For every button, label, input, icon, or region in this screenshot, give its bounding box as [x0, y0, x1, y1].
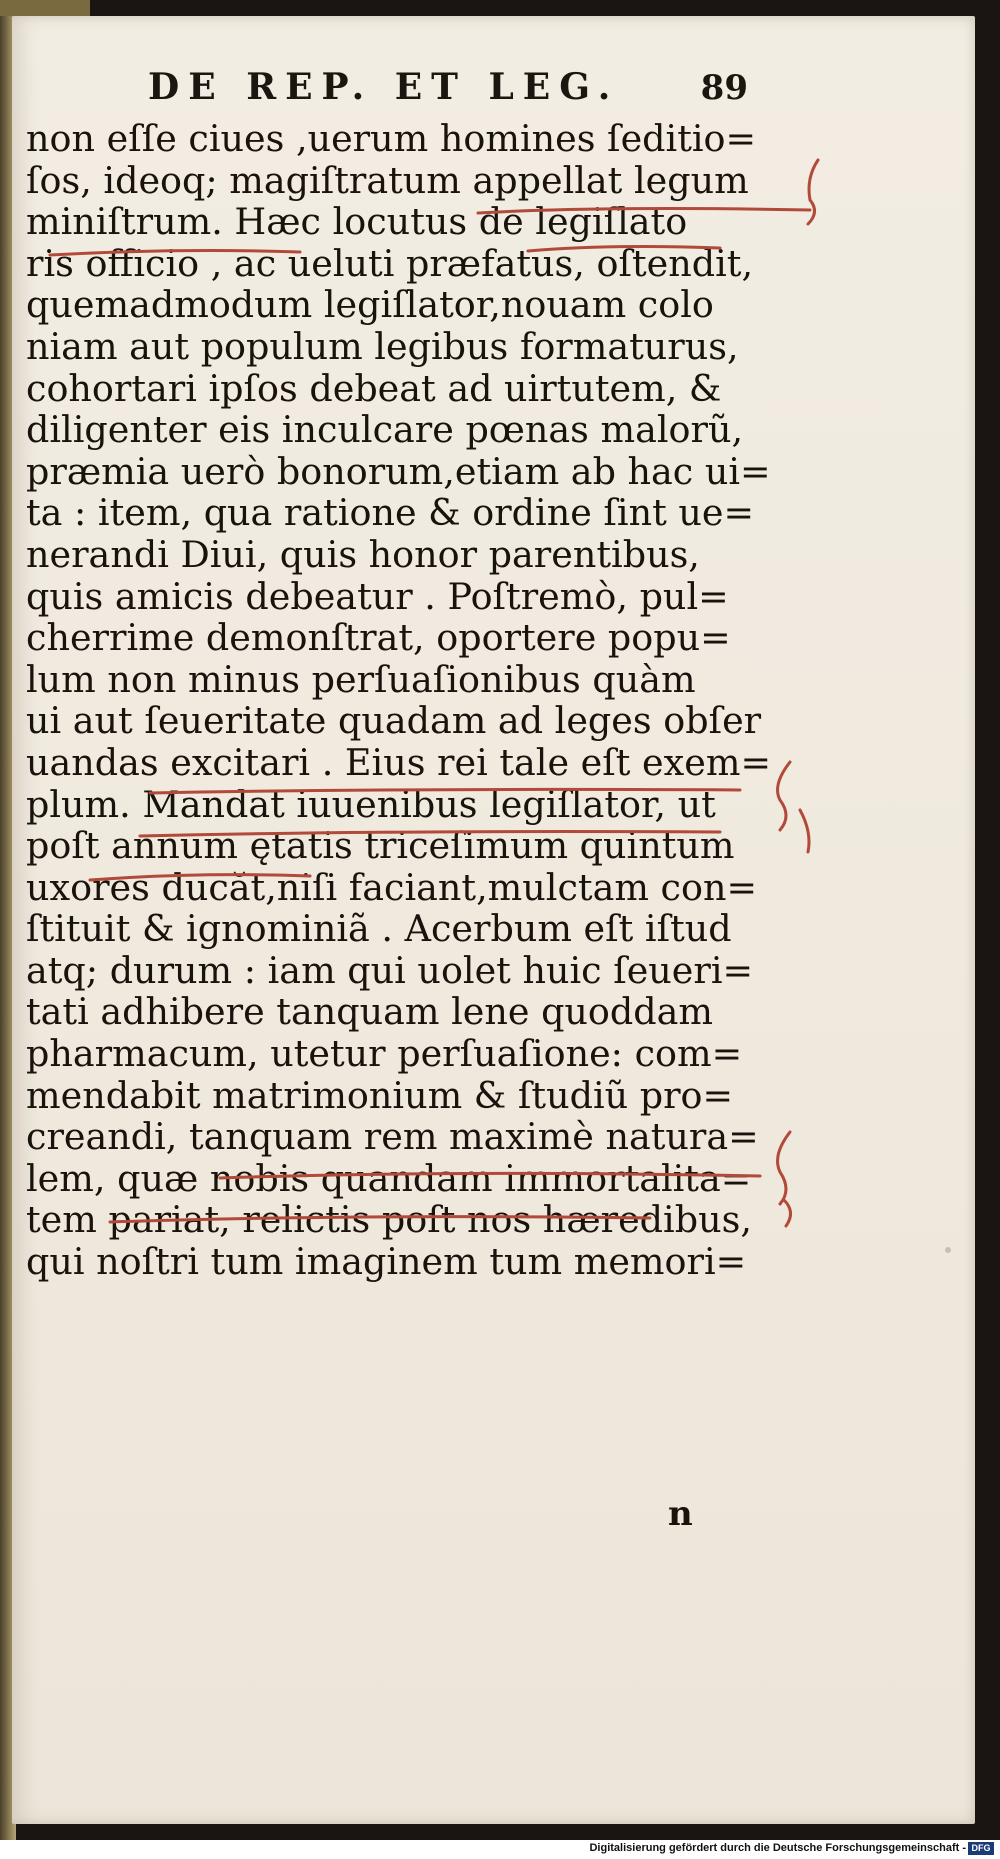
text-line: niam aut populum legibus formaturus,	[26, 324, 739, 368]
text-line: lem, quæ nobis quandam immortalita=	[26, 1156, 752, 1200]
text-line: ris officio , ac ueluti præfatus, oſtendit,	[26, 241, 754, 285]
page-number: 89	[700, 68, 748, 108]
text-line: ſtituit & ignominiã . Acerbum eſt iſtud	[26, 907, 732, 951]
text-line: ſos, ideoq; magiſtratum appellat legum	[26, 158, 749, 202]
body-text	[26, 117, 772, 1284]
text-line: quemadmodum legiſlator,nouam colo	[26, 283, 714, 327]
catchword: n	[668, 1494, 693, 1534]
text-line: pharmacum, utetur perſuaſione: com=	[26, 1032, 743, 1076]
running-title: DE REP. ET LEG.	[148, 66, 620, 108]
text-line: plum. Mandat iuuenibus legiſlator, ut	[26, 782, 716, 826]
text-line: præmia uerò bonorum,etiam ab hac ui=	[26, 449, 771, 493]
dfg-logo: DFG	[968, 1842, 994, 1855]
text-line: lum non minus perſuaſionibus quàm	[26, 657, 696, 701]
text-line: tati adhibere tanquam lene quoddam	[26, 990, 714, 1034]
text-line: qui noſtri tum imaginem tum memori=	[26, 1240, 747, 1284]
text-line: tem pariat, relictis poſt nos hæredibus,	[26, 1198, 752, 1242]
text-line: diligenter eis inculcare pœnas malorũ,	[26, 408, 744, 452]
cover-edge	[0, 0, 90, 16]
text-line: miniſtrum. Hæc locutus de legiſlato	[26, 200, 688, 244]
text-line: mendabit matrimonium & ſtudiũ pro=	[26, 1073, 734, 1117]
page-header	[148, 66, 748, 118]
text-line: ta : item, qua ratione & ordine ſint ue=	[26, 491, 755, 535]
text-line: non eſſe ciues ,uerum homines ſeditio=	[26, 117, 757, 160]
text-line: uxores ducăt,niſi faciant,mulctam con=	[26, 865, 758, 909]
text-line: ui aut ſeueritate quadam ad leges obſer	[26, 699, 762, 743]
digitization-credit: Digitalisierung gefördert durch die Deutsche Forschungsgemeinschaft -	[589, 1842, 966, 1854]
text-line: quis amicis debeatur . Poſtremò, pul=	[26, 574, 729, 618]
text-line: cherrime demonſtrat, oportere popu=	[26, 616, 731, 660]
text-line: poſt annum ętatis triceſimum quintum	[26, 824, 735, 868]
text-line: creandi, tanquam rem maximè natura=	[26, 1115, 759, 1159]
text-line: nerandi Diui, quis honor parentibus,	[26, 532, 700, 576]
text-line: uandas excitari . Eius rei tale eſt exem=	[26, 740, 772, 784]
text-line: atq; durum : iam qui uolet huic ſeueri=	[26, 948, 754, 992]
text-line: cohortari ipſos debeat ad uirtutem, &	[26, 366, 722, 410]
